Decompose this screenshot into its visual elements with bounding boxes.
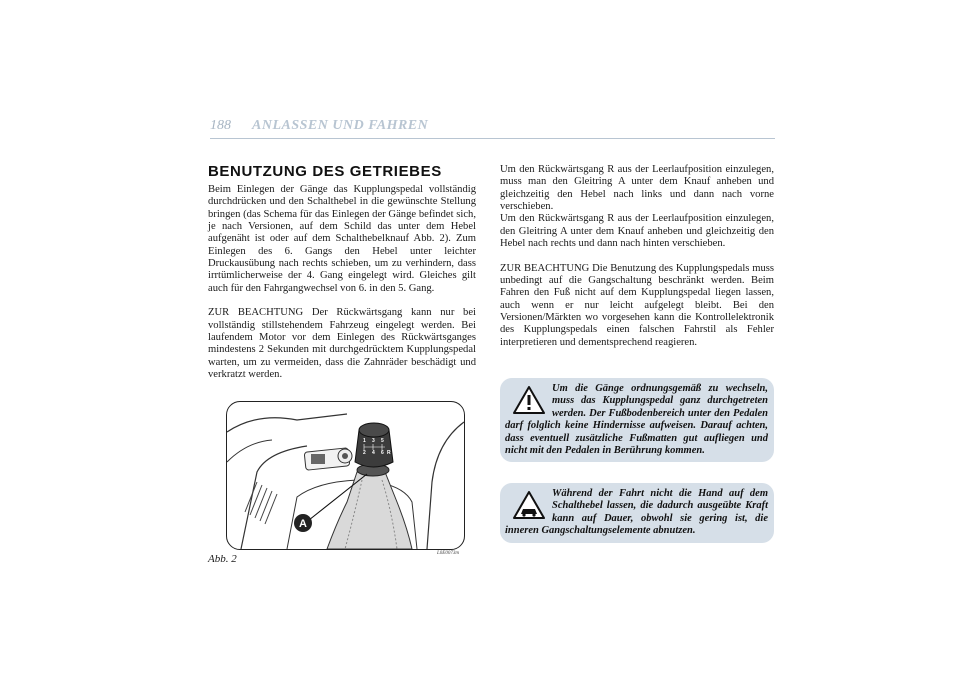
gear-lever-figure [226,401,465,550]
gear-shift-paragraph: Beim Einlegen der Gänge das Kupplungspedal vollständig durchdrücken und den Schalthebel in die gewünschte Stellung bringen (das Schema für das Einlegen der Gänge befindet sich, je nach Versionen, auf dem Schild das unter dem Hebel aufgenäht ist oder auf dem Schalthebelknauf Abb. 2). Zum Einlegen des 6. Gangs den Hebel unter leichter Druckausübung nach rechts schieben, um zu verhindern, dass irrtümlicherweise der 4. Gang eingelegt wird. Gleiches gilt auch für den Fahrgangwechsel von 6. in den 5. Gang. [208,184,476,294]
figure-code: L0E0073m [437,551,459,556]
warning-text-clutch: Um die Gänge ordnungsgemäß zu wechseln, muss das Kupplungspedal ganz durchgetreten werden. Der Fußbodenbereich unter den Pedalen darf folglich keine Hindernisse aufweisen. Darauf achten, dass eventuell zusätzliche Fußmatten gut aufliegen und nicht mit den Pedalen in Berührung kommen. [505,383,768,457]
right-column [500,164,774,349]
reverse-gear-paragraph-2: Um den Rückwärtsgang R aus der Leerlaufposition einzulegen, den Gleitring A unter dem Knauf anheben und gleichzeitig den Hebel nach rechts und dann nach hinten verschieben. [500,213,774,250]
shift-pattern-1: 1 [363,438,366,444]
shift-pattern-6: 6 [381,450,384,456]
warning-triangle-icon [513,385,545,415]
page-header [210,118,775,140]
shift-pattern-2: 2 [363,450,366,456]
warning-box-clutch [500,378,774,462]
page-number: 188 [210,118,231,133]
gear-lever-illustration [227,402,464,549]
vehicle-damage-icon [513,490,545,520]
shift-pattern-4: 4 [372,450,375,456]
chapter-title: ANLASSEN UND FAHREN [252,118,429,133]
shift-pattern-3: 3 [372,438,375,444]
shift-pattern-5: 5 [381,438,384,444]
left-column [208,184,476,382]
callout-a-label: A [299,518,307,530]
warning-text-lever: Während der Fahrt nicht die Hand auf dem Schalthebel lassen, die dadurch ausgeübte Kraft kann auf Dauer, obwohl sie gering ist, die inneren Gangschaltungselemente abnutzen. [505,488,768,537]
warning-box-lever [500,483,774,543]
header-divider [210,138,775,139]
clutch-note: ZUR BEACHTUNG Die Benutzung des Kupplungspedals muss unbedingt auf die Gangschaltung beschränkt werden. Beim Fahren den Fuß nicht auf dem Kupplungspedal liegen lassen, auch wenn er nur leicht aufgelegt bleibt. Bei den Versionen/Märkten wo vorgesehen kann die Kontrollelektronik des Kupplungspedals einen falschen Fahrstil als Fehler interpretieren und dementsprechend reagieren. [500,262,774,348]
shift-pattern-r: R [387,450,391,456]
section-title: BENUTZUNG DES GETRIEBES [208,163,442,180]
reverse-gear-note: ZUR BEACHTUNG Der Rückwärtsgang kann nur bei vollständig stillstehendem Fahrzeug eingelegt werden. Bei laufendem Motor vor dem Einlegen des Rückwärtsganges mindestens 2 Sekunden mit durchgedrücktem Kupplungspedal warten, um zu vermeiden, dass die Zahnräder beschädigt und verkratzt werden. [208,307,476,381]
reverse-gear-paragraph-1: Um den Rückwärtsgang R aus der Leerlaufposition einzulegen, muss man den Gleitring A unter dem Knauf anheben und gleichzeitig den Hebel nach links und dann nach vorne verschieben. [500,164,774,213]
figure-caption: Abb. 2 [208,553,237,565]
